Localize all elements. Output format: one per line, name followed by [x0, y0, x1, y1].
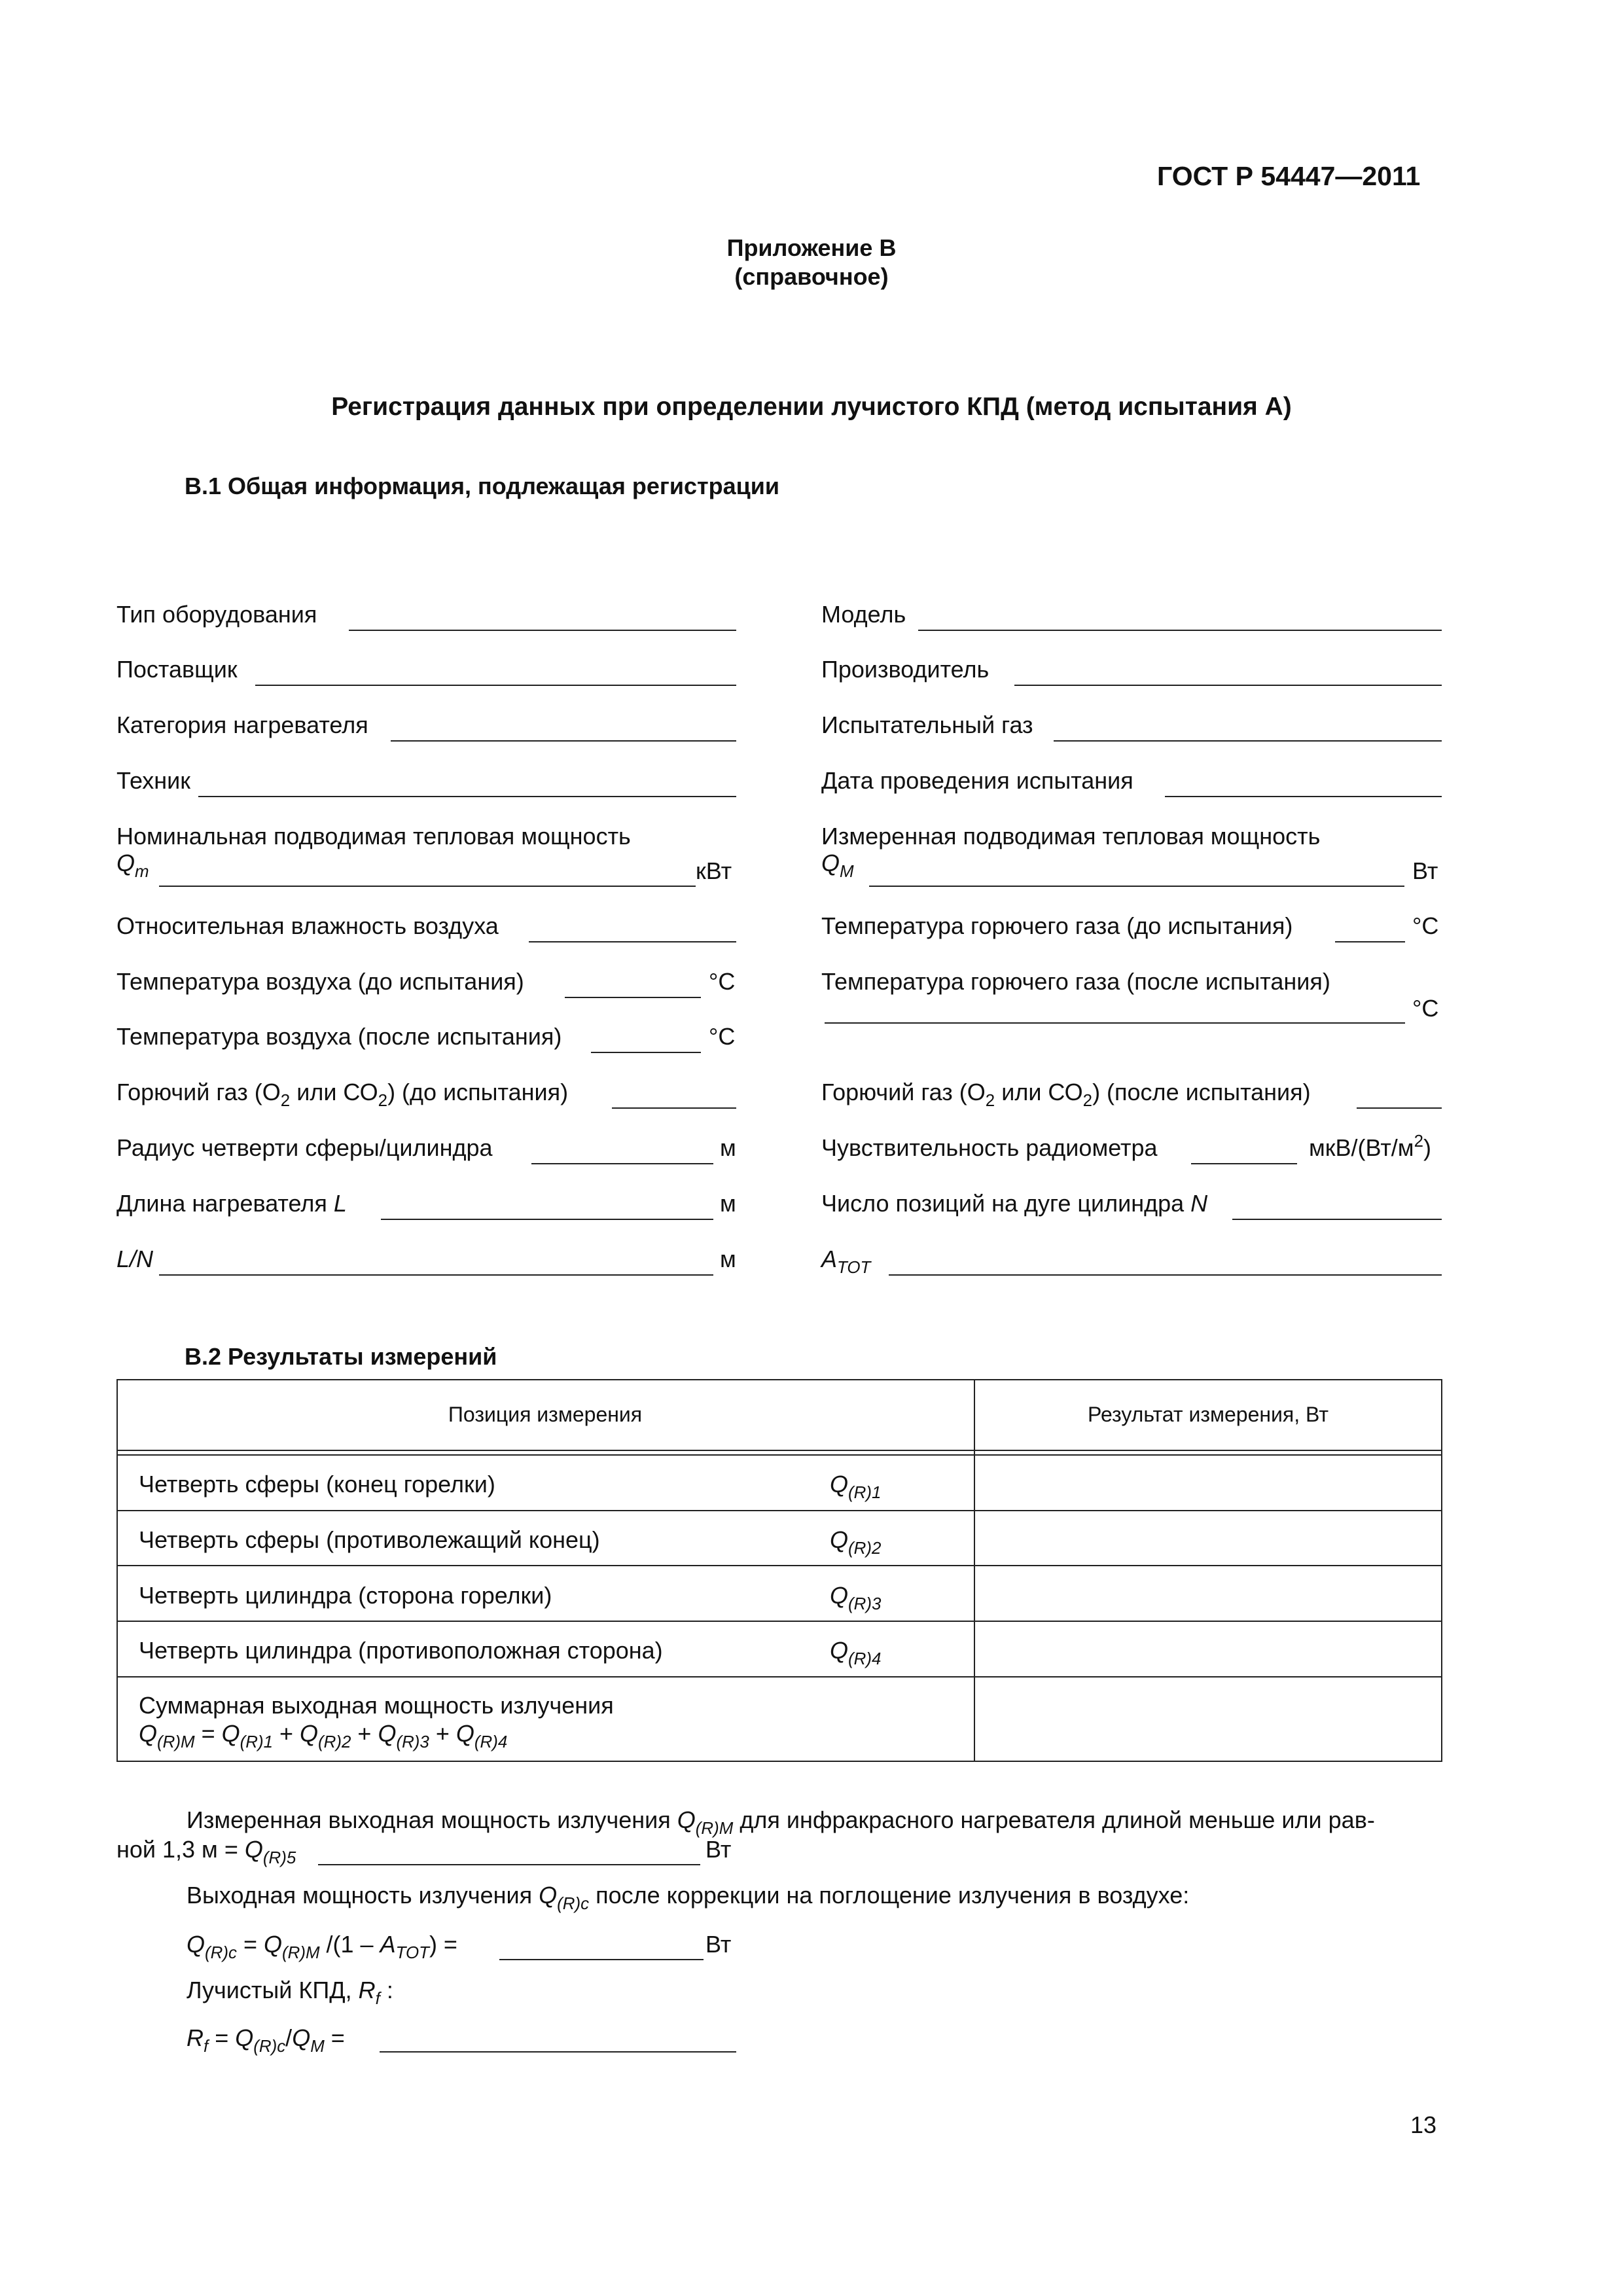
appendix-note: (справочное)	[734, 263, 889, 290]
gas-temp-after-field[interactable]	[825, 1022, 1405, 1024]
humidity-field[interactable]	[529, 941, 736, 942]
nominal-power-label: Номинальная подводимая тепловая мощность	[116, 823, 631, 850]
measured-power-label: Измеренная подводимая тепловая мощность	[821, 823, 1321, 850]
qM-symbol: $Q_M$	[821, 850, 854, 882]
gas-temp-before-label: Температура горючего газа (до испытания)	[821, 912, 1293, 939]
qr5-unit: Вт	[705, 1836, 732, 1863]
gas-after-label: Горючий газ ($О_2$ или $СО_2$) (после испытания)	[821, 1079, 1311, 1111]
ln-field[interactable]	[159, 1274, 713, 1276]
row-2-symbol: $Q_{(R)2}$	[830, 1526, 882, 1558]
heater-length-label: Длина нагревателя L	[116, 1190, 347, 1217]
model-field[interactable]	[918, 630, 1442, 631]
gas-before-label: Горючий газ ($О_2$ или $СО_2$) (до испытания)	[116, 1079, 569, 1111]
radiant-efficiency-label: Лучистый КПД, $R_f$ :	[187, 1977, 393, 2009]
measured-power-unit: Вт	[1412, 857, 1438, 884]
air-temp-after-unit: °С	[709, 1023, 736, 1050]
heater-length-unit: м	[720, 1190, 736, 1217]
col-header-position: Позиция измерения	[448, 1403, 643, 1426]
paragraph-1-line-2: ной 1,3 $м = Q_{(R)5}$	[116, 1836, 296, 1868]
corrected-power-field[interactable]	[499, 1959, 704, 1960]
paragraph-1-line-1: Измеренная выходная мощность излучения $Q_{(R)M}$ для инфракрасного нагревателя длиной меньше или рав-	[187, 1806, 1375, 1839]
heater-length-field[interactable]	[381, 1219, 713, 1220]
qm-symbol: $Q_m$	[116, 850, 149, 882]
technician-label: Техник	[116, 767, 190, 794]
supplier-field[interactable]	[255, 685, 736, 686]
radius-label: Радиус четверти сферы/цилиндра	[116, 1134, 493, 1161]
corrected-power-unit: Вт	[705, 1931, 732, 1958]
row-4-label: Четверть цилиндра (противоположная сторона)	[139, 1637, 663, 1664]
section-1-heading: В.1 Общая информация, подлежащая регистрации	[185, 473, 780, 499]
results-table	[116, 1379, 1442, 1762]
positions-field[interactable]	[1232, 1219, 1442, 1220]
gas-temp-before-field[interactable]	[1335, 941, 1405, 942]
page-number: 13	[1410, 2111, 1437, 2138]
standard-number: ГОСТ Р 54447—2011	[1157, 161, 1421, 191]
gas-temp-after-label: Температура горючего газа (после испытания)	[821, 968, 1330, 995]
row-3-symbol: $Q_{(R)3}$	[830, 1582, 882, 1614]
technician-field[interactable]	[198, 796, 736, 797]
equipment-type-label: Тип оборудования	[116, 601, 317, 628]
row-3-label: Четверть цилиндра (сторона горелки)	[139, 1582, 552, 1609]
section-2-heading: В.2 Результаты измерений	[185, 1343, 497, 1370]
air-temp-after-field[interactable]	[591, 1052, 701, 1053]
row-1-symbol: $Q_{(R)1}$	[830, 1471, 882, 1503]
gas-temp-before-unit: °С	[1412, 912, 1439, 939]
row-4-symbol: $Q_{(R)4}$	[830, 1637, 882, 1669]
air-temp-before-unit: °С	[709, 968, 736, 995]
corrected-formula: $Q_{(R)c} = Q_{(R)M}$ $/(1 - A_{TOT})$ =	[187, 1931, 457, 1963]
sensitivity-unit: мкВ/$(Вт/м^2)$	[1309, 1132, 1431, 1161]
air-temp-after-label: Температура воздуха (после испытания)	[116, 1023, 562, 1050]
col-header-result: Результат измерения, Вт	[1088, 1403, 1329, 1426]
test-gas-field[interactable]	[1054, 740, 1442, 742]
test-date-field[interactable]	[1165, 796, 1442, 797]
row-2-label: Четверть сферы (противолежащий конец)	[139, 1526, 600, 1553]
qr5-field[interactable]	[318, 1864, 700, 1865]
heater-category-label: Категория нагревателя	[116, 711, 368, 738]
supplier-label: Поставщик	[116, 656, 238, 683]
sensitivity-label: Чувствительность радиометра	[821, 1134, 1158, 1161]
humidity-label: Относительная влажность воздуха	[116, 912, 499, 939]
gas-after-field[interactable]	[1357, 1107, 1442, 1109]
atot-field[interactable]	[889, 1274, 1442, 1276]
heater-category-field[interactable]	[391, 740, 736, 742]
air-temp-before-label: Температура воздуха (до испытания)	[116, 968, 524, 995]
efficiency-formula: $R_f = Q_{(R)c}/Q_M$ =	[187, 2024, 345, 2056]
efficiency-field[interactable]	[380, 2051, 736, 2053]
row-1-label: Четверть сферы (конец горелки)	[139, 1471, 495, 1498]
manufacturer-field[interactable]	[1014, 685, 1442, 686]
paragraph-2: Выходная мощность излучения $Q_{(R)c}$ после коррекции на поглощение излучения в воздухе:	[187, 1882, 1190, 1914]
sum-formula: $Q_{(R)M} = Q_{(R)1} + Q_{(R)2} + Q_{(R)3} + Q_{(R)4}$	[139, 1720, 508, 1752]
radius-unit: м	[720, 1134, 736, 1161]
ln-unit: м	[720, 1246, 736, 1272]
model-label: Модель	[821, 601, 906, 628]
test-gas-label: Испытательный газ	[821, 711, 1033, 738]
sensitivity-field[interactable]	[1191, 1163, 1297, 1164]
measured-power-field[interactable]	[869, 886, 1404, 887]
air-temp-before-field[interactable]	[565, 997, 701, 998]
gas-temp-after-unit: °С	[1412, 995, 1439, 1022]
atot-label: $A_{TOT}$	[821, 1246, 871, 1278]
radius-field[interactable]	[531, 1163, 713, 1164]
equipment-type-field[interactable]	[349, 630, 736, 631]
positions-label: Число позиций на дуге цилиндра N	[821, 1190, 1208, 1217]
appendix-title: Приложение В	[726, 234, 897, 261]
sum-label: Суммарная выходная мощность излучения	[139, 1692, 614, 1719]
manufacturer-label: Производитель	[821, 656, 990, 683]
ln-label: L/N	[116, 1246, 154, 1272]
test-date-label: Дата проведения испытания	[821, 767, 1133, 794]
document-title: Регистрация данных при определении лучистого КПД (метод испытания А)	[331, 393, 1292, 421]
nominal-power-field[interactable]	[159, 886, 696, 887]
gas-before-field[interactable]	[612, 1107, 736, 1109]
nominal-power-unit: кВт	[696, 857, 732, 884]
